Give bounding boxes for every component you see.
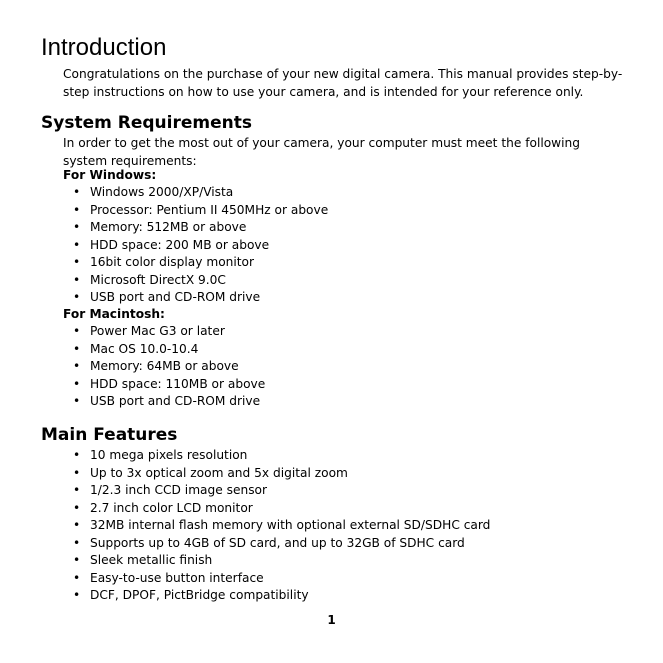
macintosh-label: For Macintosh: bbox=[63, 307, 165, 321]
list-item: • Sleek metallic finish bbox=[63, 552, 490, 570]
windows-requirements-list bbox=[63, 184, 328, 307]
intro-paragraph: Congratulations on the purchase of your new digital camera. This manual provides step-by-step instructions on how to use your camera, and is intended for your reference only. bbox=[63, 67, 623, 99]
macintosh-requirements-list bbox=[63, 323, 265, 411]
list-item: • 32MB internal flash memory with optional external SD/SDHC card bbox=[63, 517, 490, 535]
windows-label: For Windows: bbox=[63, 168, 157, 182]
list-item: • Memory: 64MB or above bbox=[63, 358, 265, 376]
list-item: • USB port and CD-ROM drive bbox=[63, 393, 265, 411]
list-item: • 1/2.3 inch CCD image sensor bbox=[63, 482, 490, 500]
list-item: • Memory: 512MB or above bbox=[63, 219, 328, 237]
system-requirements-heading: System Requirements bbox=[41, 113, 252, 133]
list-item: • Mac OS 10.0-10.4 bbox=[63, 341, 265, 359]
list-item: • Microsoft DirectX 9.0C bbox=[63, 272, 328, 290]
list-item: • Processor: Pentium II 450MHz or above bbox=[63, 202, 328, 220]
list-item: • USB port and CD-ROM drive bbox=[63, 289, 328, 307]
list-item: • HDD space: 200 MB or above bbox=[63, 237, 328, 255]
list-item: • 10 mega pixels resolution bbox=[63, 447, 490, 465]
list-item: • Easy-to-use button interface bbox=[63, 570, 490, 588]
list-item: • Supports up to 4GB of SD card, and up to 32GB of SDHC card bbox=[63, 535, 490, 553]
intro-heading: Introduction bbox=[41, 34, 167, 61]
main-features-list bbox=[63, 447, 490, 605]
list-item: • Up to 3x optical zoom and 5x digital zoom bbox=[63, 465, 490, 483]
page-number: 1 bbox=[327, 613, 336, 627]
main-features-heading: Main Features bbox=[41, 425, 178, 445]
list-item: • DCF, DPOF, PictBridge compatibility bbox=[63, 587, 490, 605]
list-item: • HDD space: 110MB or above bbox=[63, 376, 265, 394]
system-requirements-paragraph: In order to get the most out of your camera, your computer must meet the following system requirements: bbox=[63, 136, 580, 168]
list-item: • Windows 2000/XP/Vista bbox=[63, 184, 328, 202]
list-item: • 2.7 inch color LCD monitor bbox=[63, 500, 490, 518]
list-item: • Power Mac G3 or later bbox=[63, 323, 265, 341]
list-item: • 16bit color display monitor bbox=[63, 254, 328, 272]
